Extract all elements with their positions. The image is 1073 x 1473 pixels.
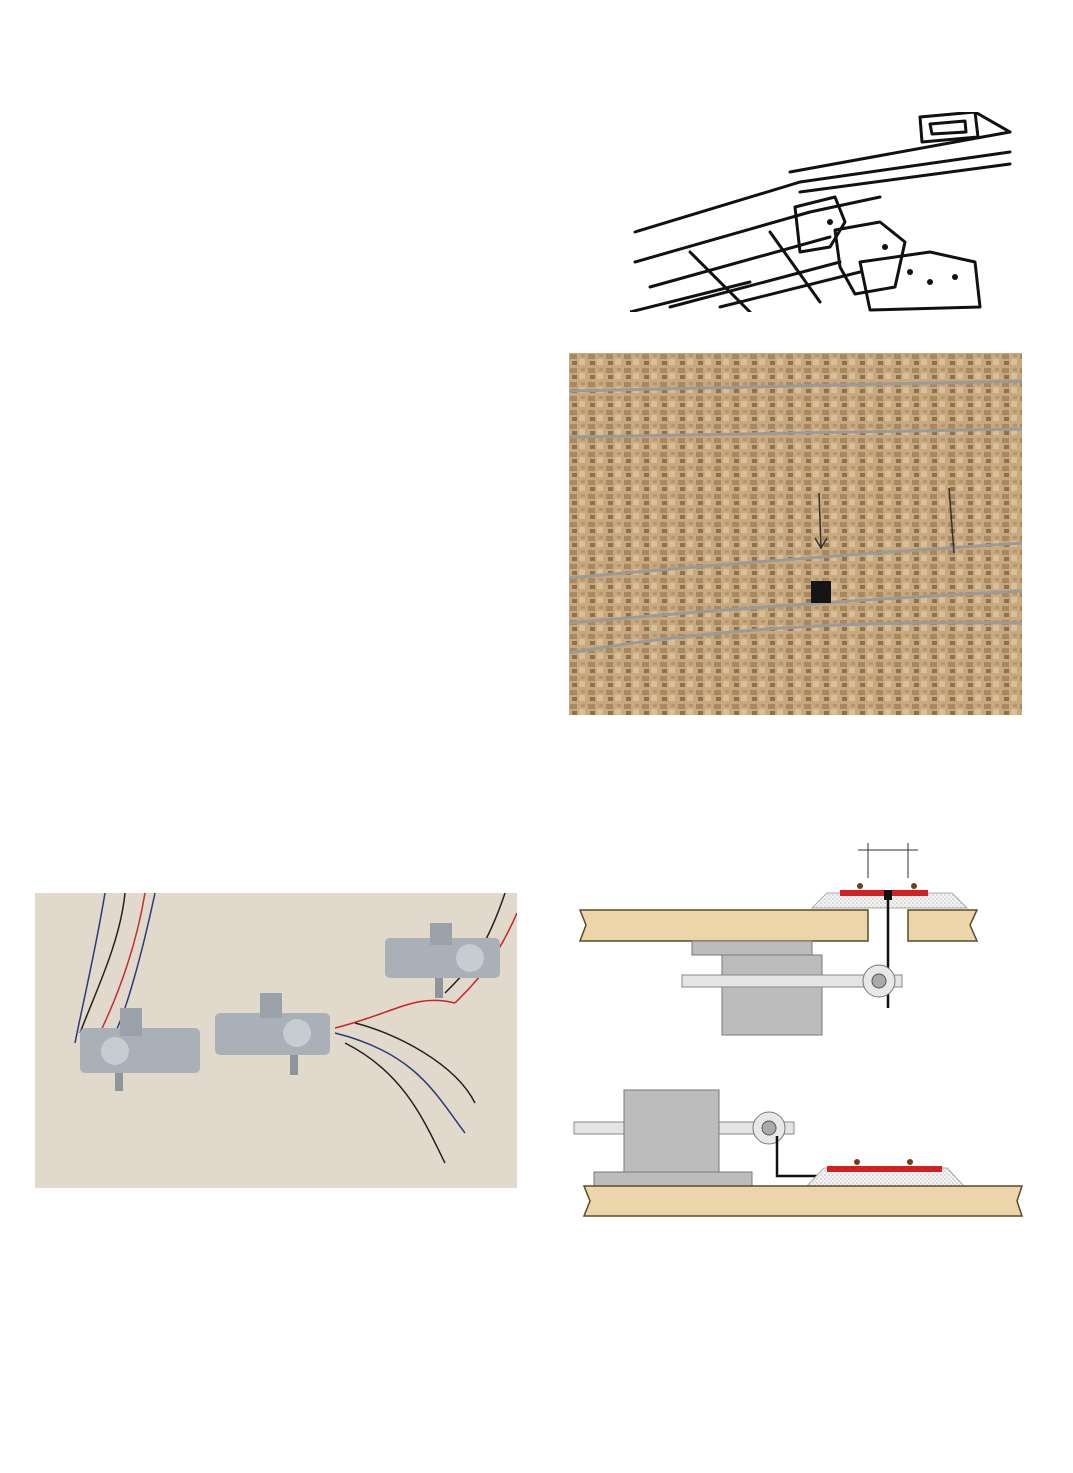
peco-tower-drawing [630, 112, 1015, 312]
track-photo [569, 353, 1022, 715]
motors-photo [35, 893, 517, 1188]
mounting-diagram [572, 818, 1027, 1223]
